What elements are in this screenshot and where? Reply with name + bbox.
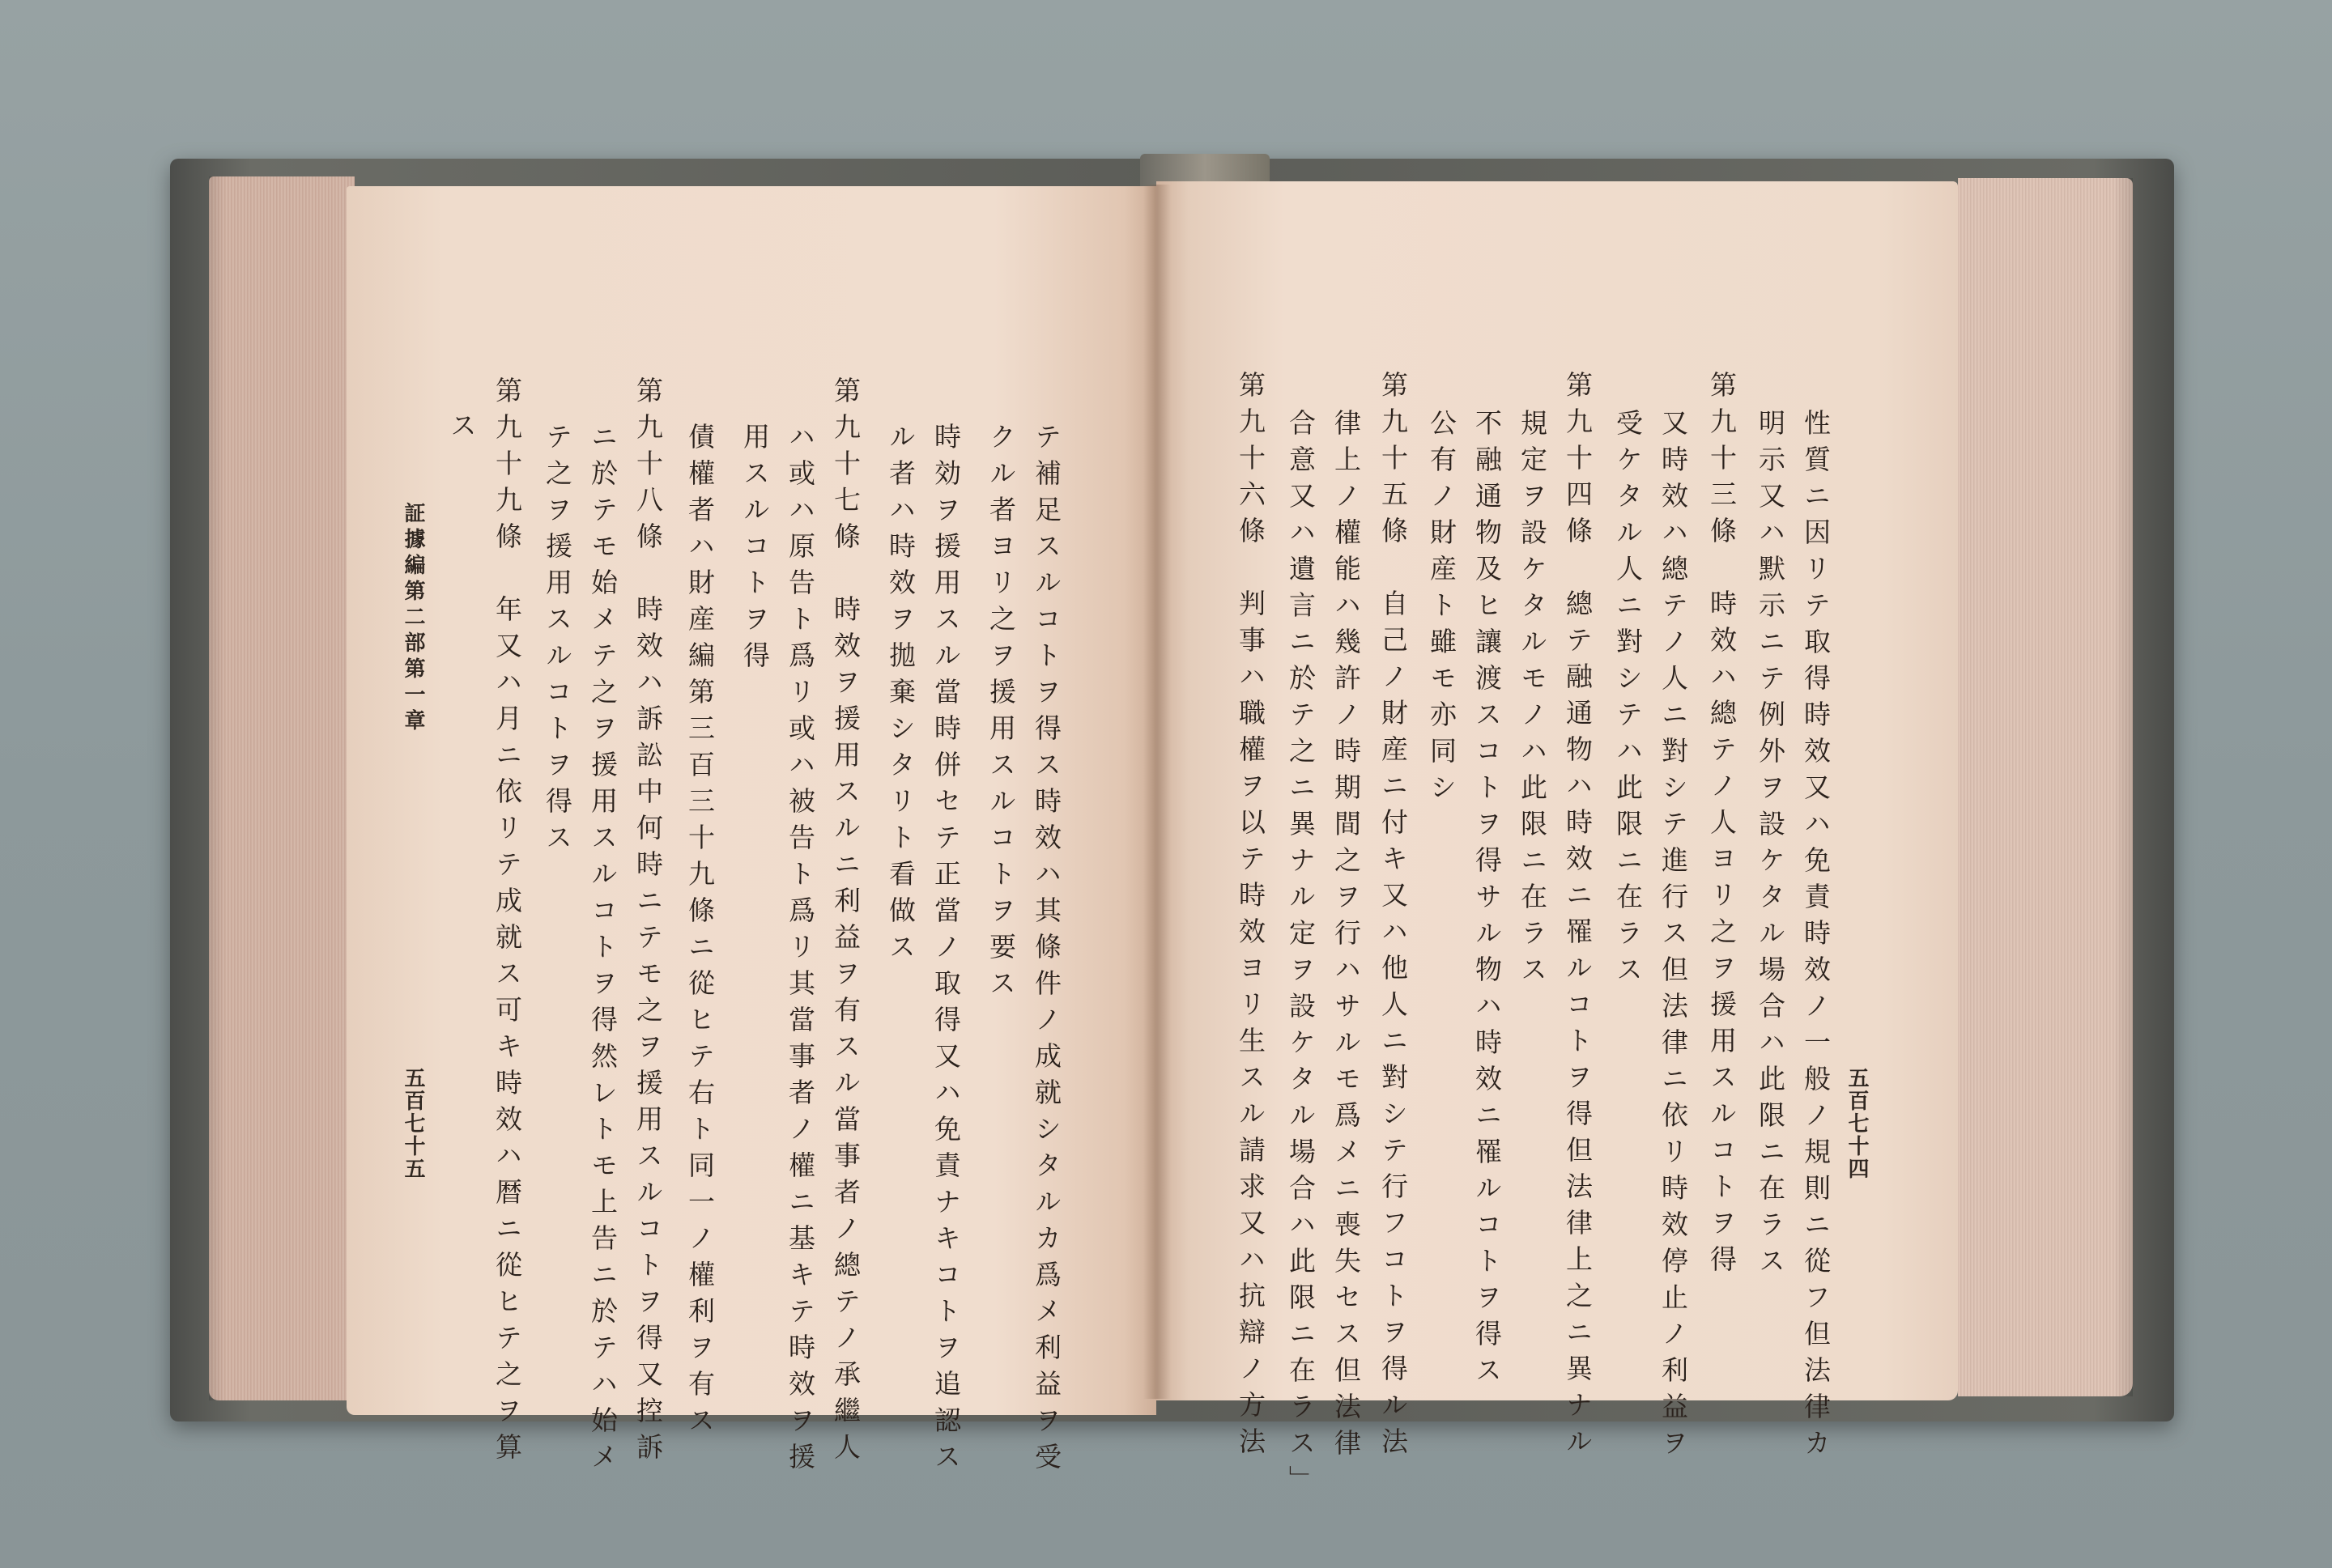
- left-page-line: ル者ハ時效ヲ拋棄シタリト看做ス: [885, 423, 917, 969]
- right-page-edges: [1958, 178, 2133, 1396]
- left-page-line: ス: [446, 411, 478, 448]
- right-page-number: 五百七十四: [1845, 1067, 1869, 1180]
- right-page-line: 不融通物及ヒ讓渡スコトヲ得サル物ハ時效ニ罹ルコトヲ得ス: [1471, 409, 1503, 1392]
- left-page-line: クル者ヨリ之ヲ援用スルコトヲ要ス: [985, 423, 1017, 1005]
- right-page-line: 性質ニ因リテ取得時效又ハ免責時效ノ一般ノ規則ニ從フ但法律カ: [1800, 409, 1832, 1465]
- book-gutter: [1143, 185, 1171, 1399]
- left-page-line: 第九十八條 時效ハ訴訟中何時ニテモ之ヲ援用スルコトヲ得又控訴: [632, 376, 664, 1469]
- right-page-line: 明示又ハ默示ニテ例外ヲ設ケタル場合ハ此限ニ在ラス: [1755, 409, 1786, 1283]
- left-page-line: ニ於テモ始メテ之ヲ援用スルコトヲ得然レトモ上告ニ於テハ始メ: [587, 423, 619, 1479]
- right-page-line: 第九十五條 自己ノ財産ニ付キ又ハ他人ニ對シテ行フコトヲ得ル法: [1377, 371, 1409, 1464]
- left-page-running-header: 証據編第二部第一章: [401, 502, 425, 735]
- right-page-line: 第九十三條 時效ハ總テノ人ヨリ之ヲ援用スルコトヲ得: [1706, 371, 1738, 1281]
- left-page-line: 第九十九條 年又ハ月ニ依リテ成就ス可キ時效ハ暦ニ從ヒテ之ヲ算: [492, 376, 523, 1469]
- left-page-number: 五百七十五: [401, 1067, 425, 1180]
- right-page: [1156, 181, 1958, 1400]
- left-page-line: 第九十七條 時效ヲ援用スルニ利益ヲ有スル當事者ノ總テノ承繼人: [830, 376, 862, 1469]
- left-page-line: ハ或ハ原告ト爲リ或ハ被告ト爲リ其當事者ノ權ニ基キテ時效ヲ援: [785, 423, 816, 1479]
- right-page-line: 受ケタル人ニ對シテハ此限ニ在ラス: [1612, 409, 1644, 992]
- left-page-line: 用スルコトヲ得: [739, 423, 771, 678]
- right-page-line: 規定ヲ設ケタルモノハ此限ニ在ラス: [1517, 409, 1548, 992]
- right-page-line: 合意又ハ遺言ニ於テ之ニ異ナル定ヲ設ケタル場合ハ此限ニ在ラス」: [1285, 409, 1317, 1502]
- right-page-line: 第九十六條 判事ハ職權ヲ以テ時效ヨリ生スル請求又ハ抗辯ノ方法: [1235, 371, 1266, 1464]
- left-page-line: テ之ヲ援用スルコトヲ得ス: [542, 423, 573, 860]
- left-page-line: 債權者ハ財産編第三百三十九條ニ從ヒテ右ト同一ノ權利ヲ有ス: [684, 423, 716, 1443]
- left-page-line: テ補足スルコトヲ得ス時效ハ其條件ノ成就シタルカ爲メ利益ヲ受: [1031, 423, 1062, 1479]
- right-page-line: 第九十四條 總テ融通物ハ時效ニ罹ルコトヲ得但法律上之ニ異ナル: [1562, 371, 1594, 1464]
- left-page-line: 時効ヲ援用スル當時併セテ正當ノ取得又ハ免責ナキコトヲ追認ス: [930, 423, 962, 1479]
- right-page-line: 律上ノ權能ハ幾許ノ時期間之ヲ行ハサルモ爲メニ喪失セス但法律: [1330, 409, 1362, 1465]
- right-page-line: 公有ノ財産ト雖モ亦同シ: [1426, 409, 1458, 809]
- left-page-edges: [209, 176, 355, 1400]
- right-page-line: 又時效ハ總テノ人ニ對シテ進行ス但法律ニ依リ時效停止ノ利益ヲ: [1658, 409, 1689, 1465]
